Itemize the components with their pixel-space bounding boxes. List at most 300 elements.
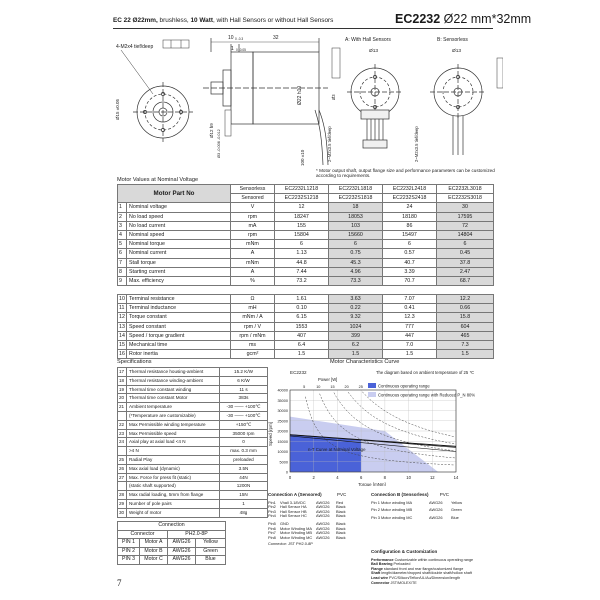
header-model: EC2232 Ø22 mm*32mm: [395, 12, 532, 26]
row-value: 12: [275, 203, 329, 212]
legend-label-continuous: Continuous operating range: [378, 383, 430, 389]
part-sensored-3: EC2232S2418: [383, 194, 437, 203]
row-value: 40.7: [383, 258, 437, 267]
row-number: 14: [119, 332, 125, 339]
main-row: [118, 240, 494, 249]
conn-b-cell: Pin 1 Motor winding MA: [371, 499, 413, 505]
conn-a-cell: Pin6: [268, 525, 276, 531]
x-tick-label: 6: [359, 475, 363, 480]
row-value: 7.07: [383, 295, 437, 304]
row-label: Nominal torque: [127, 240, 231, 249]
conn-b-row: [371, 516, 496, 521]
conn-a-cell: Motor Winding MA: [280, 525, 312, 531]
conn-header-type: PH2.0-8P: [168, 530, 226, 539]
spec-row: [118, 455, 268, 464]
row-number: 1: [118, 203, 127, 212]
conn-a-cell: Pin1: [268, 499, 276, 505]
row-value: 0.22: [329, 304, 383, 313]
custom-key: Ball Bearing: [371, 562, 393, 567]
row-unit: A: [231, 249, 275, 258]
conn-b-cell: Yellow: [451, 499, 463, 505]
spec-value: +150℃: [220, 420, 268, 429]
row-label: Speed / torque gradient: [127, 331, 231, 340]
spec-label: Weight of motor: [127, 508, 220, 517]
custom-value: JST/MOLEX/TE: [389, 580, 417, 585]
curve-title: Motor Characteristics Curve: [330, 359, 400, 365]
spec-value: 11 s: [220, 385, 268, 394]
spec-row: [118, 447, 268, 456]
spec-row: [118, 429, 268, 438]
conn-awg: AWG26: [168, 547, 196, 556]
header-subtitle: EC 22 Ø22mm, brushless, 10 Watt, with Hall Sensors or without Hall Sensors: [113, 17, 334, 24]
row-value: 18180: [383, 212, 437, 221]
spec-row: [118, 368, 268, 377]
row-value: 0.45: [437, 249, 494, 258]
spec-value: 48g: [220, 508, 268, 517]
spec-label: Radial Play: [127, 455, 220, 464]
sensored-label: Sensored: [231, 194, 275, 203]
row-label: Stall torque: [127, 258, 231, 267]
custom-value: length/diameter/dropped shaft/double shaft/hollow shaft: [380, 571, 472, 576]
dim-10: 10: [228, 35, 234, 41]
conn-a-cell: AWG26: [316, 504, 330, 510]
conn-a-pvc: PVC: [336, 492, 347, 497]
conn-a-cell: AWG26: [316, 508, 330, 514]
conn-a-cell: AWG26: [316, 534, 330, 540]
conn-name: Motor B: [140, 547, 168, 556]
conn-a-row: [268, 536, 368, 541]
row-value: 1.61: [275, 295, 329, 304]
row-unit: rpm / V: [231, 322, 275, 331]
row-value: 44.8: [275, 258, 329, 267]
spec-value: 3.5N: [220, 464, 268, 473]
spec-label: Axial play at axial load <4 N: [127, 438, 220, 447]
second-row: [118, 313, 494, 322]
main-row: [118, 258, 494, 267]
view-b-lead: 2~M2x3.5 tief/deep: [414, 126, 419, 162]
power-tick-label: 10: [316, 385, 321, 389]
spec-value: 35000 rpm: [220, 429, 268, 438]
conn-a-cell: Black: [336, 530, 346, 536]
spec-title: Specifications: [117, 359, 152, 365]
part-sensorless-4: EC2232L3018: [437, 185, 494, 194]
view-a-lead: 2~M2x3.5 tief/deep: [327, 126, 332, 162]
row-value: 7.44: [275, 267, 329, 276]
gdt-box-left: [163, 40, 189, 48]
spec-row: [118, 403, 268, 412]
spec-row: [118, 411, 268, 420]
row-value: 15497: [383, 230, 437, 239]
part-sensored-1: EC2232S1218: [275, 194, 329, 203]
row-value: 407: [275, 331, 329, 340]
spec-label: (*Temperature are customizable): [127, 411, 220, 420]
gdt-box-mid: [225, 110, 231, 136]
customization-block: [371, 550, 499, 585]
row-unit: %: [231, 276, 275, 285]
conn-b-title: Connection B (Sensorless): [371, 492, 429, 497]
row-value: 0.41: [383, 304, 437, 313]
characteristics-chart: [268, 368, 500, 486]
row-value: 0.66: [437, 304, 494, 313]
row-value: 37.8: [437, 258, 494, 267]
row-number: 5: [118, 240, 127, 249]
conn-a-cell: Pin5: [268, 520, 276, 526]
row-value: 399: [329, 331, 383, 340]
thread-label: 4-M2x4 tief/deep: [116, 44, 154, 50]
view-a-gdt: [332, 48, 340, 78]
row-number: 11: [119, 305, 125, 312]
y-tick-label: 20000: [277, 429, 288, 434]
conn-a-cell: AWG26: [316, 513, 330, 519]
conn-b-cell: AWG26: [429, 507, 443, 513]
motor-values-table: [117, 184, 494, 286]
row-value: 447: [383, 331, 437, 340]
spec-number: 21: [118, 403, 127, 412]
conn-a-cell: AWG26: [316, 525, 330, 531]
spec-number: [118, 447, 127, 456]
continuous-range-area: [290, 435, 361, 472]
part-sensorless-3: EC2232L2418: [383, 185, 437, 194]
conn-a-cell: Pin2: [268, 504, 276, 510]
legend-swatch-continuous: [368, 383, 376, 388]
spec-row: [118, 482, 268, 491]
y-tick-label: 0: [285, 470, 288, 475]
conn-b-cell: Pin 2 Motor winding MB: [371, 507, 413, 513]
spec-label: Max radial loading, 5mm from flange: [127, 491, 220, 500]
x-tick-label: 8: [383, 475, 387, 480]
row-value: 30: [437, 203, 494, 212]
x-tick-label: 4: [336, 475, 339, 480]
second-row: [118, 322, 494, 331]
spec-row: [118, 394, 268, 403]
row-value: 18: [329, 203, 383, 212]
row-number: 12: [119, 314, 125, 321]
spec-label: Thermal time constant Motor: [127, 394, 220, 403]
spec-number: 22: [118, 420, 127, 429]
spec-value: 15.2 K/W: [220, 368, 268, 377]
row-label: Mechanical time: [127, 340, 231, 349]
spec-value: -30 —— +100℃: [220, 403, 268, 412]
row-value: 18247: [275, 212, 329, 221]
row-unit: mNm / A: [231, 313, 275, 322]
spec-label: Max Permissible speed: [127, 429, 220, 438]
row-value: 3.39: [383, 267, 437, 276]
spec-label: Max axial load (dynamic): [127, 464, 220, 473]
spec-row: [118, 376, 268, 385]
x-tick-label: 2: [312, 475, 315, 480]
row-unit: V: [231, 203, 275, 212]
custom-key: Performance: [371, 557, 394, 562]
row-value: 1.5: [329, 350, 383, 359]
conn-a-cell: Pin3: [268, 508, 276, 514]
conn-b-pvc: PVC: [439, 492, 450, 497]
row-value: 0.57: [383, 249, 437, 258]
row-value: 6: [383, 240, 437, 249]
spec-number: 27: [118, 473, 127, 482]
power-tick-label: 5: [303, 385, 306, 389]
dim-10-tol: 0 -0.3: [235, 37, 244, 41]
legend-swatch-reduced: [368, 392, 376, 397]
row-value: 17595: [437, 212, 494, 221]
spec-label: Thermal resistance winding-ambient: [127, 376, 220, 385]
connection-b: [371, 493, 496, 523]
row-label: Terminal inductance: [127, 304, 231, 313]
spec-row: [118, 491, 268, 500]
conn-b-cell: AWG26: [429, 514, 443, 520]
conn-a-cell: Black: [336, 534, 346, 540]
row-value: 73.3: [329, 276, 383, 285]
dim-1: 1: [231, 46, 234, 52]
spec-label: Ambient temperature: [127, 403, 220, 412]
row-label: Nominal speed: [127, 230, 231, 239]
spec-number: 17: [118, 368, 127, 377]
y-tick-label: 35000: [277, 398, 288, 403]
row-label: Terminal resistance: [127, 295, 231, 304]
spec-row: [118, 464, 268, 473]
spec-number: 24: [118, 438, 127, 447]
row-value: 1.13: [275, 249, 329, 258]
conn-b-cell: Green: [451, 507, 462, 513]
conn-a-cell: Hall Sensor HB: [280, 508, 307, 514]
x-tick-label: 12: [429, 475, 435, 480]
row-unit: A: [231, 267, 275, 276]
conn-title: Connection: [118, 522, 226, 531]
conn-pin: PIN 2: [118, 547, 140, 556]
conn-color: Green: [196, 547, 226, 556]
row-value: 4.96: [329, 267, 383, 276]
view-a-dia13: Ø13: [369, 49, 379, 54]
custom-value: PVC/Silicon/Teflon/UL/Au/Dimension/length: [388, 575, 461, 580]
main-row: [118, 221, 494, 230]
y-tick-label: 40000: [277, 388, 288, 393]
y-tick-label: 5000: [279, 460, 288, 465]
dim-12: Ø12 h9: [209, 123, 214, 138]
row-number: 9: [118, 276, 127, 285]
row-unit: mNm: [231, 258, 275, 267]
part-sensorless-1: EC2232L1218: [275, 185, 329, 194]
conn-b-row: [371, 508, 496, 513]
second-row: [118, 340, 494, 349]
part-sensored-4: EC2232S3018: [437, 194, 494, 203]
row-unit: Ω: [231, 295, 275, 304]
main-section-title: Motor Values at Nominal Voltage: [117, 177, 199, 183]
main-row: [118, 230, 494, 239]
conn-b-cell: Pin 3 Motor winding MC: [371, 514, 413, 520]
row-unit: mNm: [231, 240, 275, 249]
conn-b-cell: Blue: [451, 514, 459, 520]
second-row: [118, 295, 494, 304]
conn-a-cell: AWG26: [316, 520, 330, 526]
second-row: [118, 304, 494, 313]
connection-table: [117, 521, 226, 565]
spec-number: 19: [118, 385, 127, 394]
spec-row: [118, 508, 268, 517]
row-label: Rotor inertia: [127, 350, 231, 359]
dim-100: 100 ±10: [300, 149, 305, 166]
row-unit: ms: [231, 340, 275, 349]
conn-a-cell: AWG26: [316, 499, 330, 505]
row-number: 8: [118, 267, 127, 276]
spec-value: 1200N: [220, 482, 268, 491]
conn-name: Motor C: [140, 556, 168, 565]
row-value: 6: [329, 240, 383, 249]
row-value: 14804: [437, 230, 494, 239]
spec-value: max. 0.3 mm: [220, 447, 268, 456]
dim-3: Ø3 -0.006 -0.012: [217, 129, 221, 158]
view-b: [430, 64, 486, 155]
spec-number: 23: [118, 429, 127, 438]
row-value: 15660: [329, 230, 383, 239]
conn-a-cell: Black: [336, 504, 346, 510]
row-value: 1.5: [383, 350, 437, 359]
main-row: [118, 203, 494, 212]
conn-row: [118, 539, 226, 548]
row-label: Torque constant: [127, 313, 231, 322]
row-value: 73.2: [275, 276, 329, 285]
row-number: 15: [119, 342, 125, 349]
conn-a-cell: Pin7: [268, 530, 276, 536]
power-tick-label: 25: [358, 385, 363, 389]
conn-a-cell: Black: [336, 513, 346, 519]
spec-number: 25: [118, 455, 127, 464]
page-number: 7: [117, 578, 122, 588]
conn-pin: PIN 1: [118, 539, 140, 548]
conn-awg: AWG26: [168, 556, 196, 565]
conn-pin: PIN 3: [118, 556, 140, 565]
conn-a-cell: Hall Sensor HA: [280, 504, 307, 510]
row-label: No load speed: [127, 212, 231, 221]
x-tick-label: 14: [453, 475, 459, 480]
main-row: [118, 249, 494, 258]
conn-a-title: Connection A (Sensored): [268, 492, 322, 497]
y-tick-label: 15000: [277, 439, 288, 444]
row-label: Nominal voltage: [127, 203, 231, 212]
row-value: 2.47: [437, 267, 494, 276]
row-number: 6: [118, 249, 127, 258]
chart-title: The diagram based on ambient temperature of 25 ℃: [376, 370, 475, 375]
row-unit: mH: [231, 304, 275, 313]
custom-key: Connector: [371, 580, 390, 585]
row-label: Starting current: [127, 267, 231, 276]
spec-value: -30 —— +100℃: [220, 411, 268, 420]
row-value: 1.5: [275, 350, 329, 359]
row-value: 103: [329, 221, 383, 230]
spec-value: 15N: [220, 491, 268, 500]
spec-number: [118, 482, 127, 491]
row-value: 72: [437, 221, 494, 230]
row-value: 3.63: [329, 295, 383, 304]
custom-key: Flange: [371, 566, 383, 571]
view-b-gdt: [497, 58, 503, 88]
main-row: [118, 267, 494, 276]
spec-value: 44N: [220, 473, 268, 482]
row-value: 6: [437, 240, 494, 249]
power-axis-label: Power [W]: [318, 377, 338, 382]
row-value: 24: [383, 203, 437, 212]
row-value: 18053: [329, 212, 383, 221]
conn-a-connector: Connector: JST PH2.0-8P: [268, 541, 313, 547]
row-value: 1024: [329, 322, 383, 331]
conn-row: [118, 547, 226, 556]
row-value: 70.7: [383, 276, 437, 285]
spec-row: [118, 385, 268, 394]
view-b-label: B: Sensorless: [437, 37, 468, 43]
row-number: 7: [118, 258, 127, 267]
pcd-label: Ø15 ±0.05: [115, 99, 120, 120]
row-value: 7.3: [437, 340, 494, 349]
row-value: 9.32: [329, 313, 383, 322]
row-number: 10: [119, 296, 125, 303]
x-tick-label: 0: [288, 475, 292, 480]
row-unit: rpm / mNm: [231, 331, 275, 340]
conn-a-cell: Motor Winding MC: [280, 534, 313, 540]
conn-name: Motor A: [140, 539, 168, 548]
spec-value: preloaded: [220, 455, 268, 464]
row-value: 7.0: [383, 340, 437, 349]
conn-color: Yellow: [196, 539, 226, 548]
row-value: 15.8: [437, 313, 494, 322]
x-tick-label: 10: [406, 475, 411, 480]
conn-a-cell: Black: [336, 520, 346, 526]
spec-value: 6 K/W: [220, 376, 268, 385]
row-number: 4: [118, 230, 127, 239]
conn-a-cell: Red: [336, 499, 344, 505]
row-value: 777: [383, 322, 437, 331]
connection-a: [268, 493, 368, 547]
custom-title: Configuration & Customization: [371, 549, 438, 554]
row-value: 12.3: [383, 313, 437, 322]
custom-key: Lead wire: [371, 575, 389, 580]
spec-number: 29: [118, 499, 127, 508]
conn-a-cell: Pin4: [268, 513, 276, 519]
y-tick-label: 25000: [277, 419, 288, 424]
conn-a-row: [268, 514, 368, 519]
spec-number: [118, 411, 127, 420]
row-value: 86: [383, 221, 437, 230]
view-a-label: A: With Hall Sensors: [345, 37, 391, 43]
row-unit: rpm: [231, 212, 275, 221]
part-header: Motor Part No: [118, 185, 231, 203]
legend-label-reduced: Continuous operating range with Reduced P_N 80%: [378, 392, 476, 398]
y-tick-label: 30000: [277, 409, 288, 413]
spec-label: Thermal time constant winding: [127, 385, 220, 394]
custom-key: Shaft: [371, 571, 381, 576]
row-label: Nominal current: [127, 249, 231, 258]
power-tick-label: 20: [344, 385, 349, 389]
spec-label: Max Permissible winding temperature: [127, 420, 220, 429]
chart-model-label: EC2232: [290, 370, 307, 375]
row-value: 15804: [275, 230, 329, 239]
conn-a-cell: Black: [336, 525, 346, 531]
sensorless-label: Sensorless: [231, 185, 275, 194]
front-view: [121, 50, 193, 142]
spec-label: Thermal resistance housing-ambient: [127, 368, 220, 377]
row-value: 68.7: [437, 276, 494, 285]
conn-row: [118, 556, 226, 565]
spec-value: 0: [220, 438, 268, 447]
main-row: [118, 212, 494, 221]
conn-awg: AWG26: [168, 539, 196, 548]
row-value: 604: [437, 322, 494, 331]
row-number: 13: [119, 323, 125, 330]
spec-number: 28: [118, 491, 127, 500]
row-unit: rpm: [231, 230, 275, 239]
second-row: [118, 350, 494, 359]
dim-32: 32: [273, 35, 279, 41]
row-value: 1.5: [437, 350, 494, 359]
part-sensored-2: EC2232S1818: [329, 194, 383, 203]
second-row: [118, 331, 494, 340]
